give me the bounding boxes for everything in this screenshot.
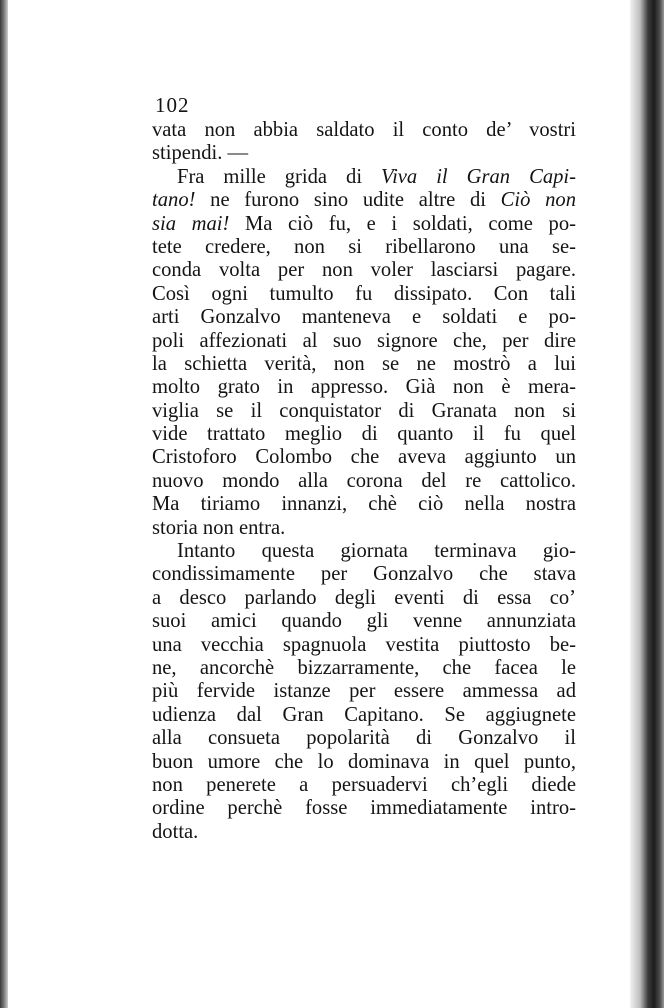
text-line: conda volta per non voler lasciarsi pagare. [152, 259, 576, 282]
text-line: Ma tiriamo innanzi, chè ciò nella nostra [152, 493, 576, 516]
text-line: a desco parlando degli eventi di essa co’ [152, 586, 576, 609]
text-line: ne, ancorchè bizzarramente, che facea le [152, 656, 576, 679]
text-line: vide trattato meglio di quanto il fu quel [152, 423, 576, 446]
text-line: più fervide istanze per essere ammessa ad [152, 680, 576, 703]
italic-span: tano! [152, 189, 196, 212]
text-line: Intanto questa giornata terminava gio- [177, 540, 576, 563]
text-line: storia non entra. [152, 516, 286, 539]
body-text [152, 119, 576, 844]
text-line [152, 189, 576, 212]
text-line: tete credere, non si ribellarono una se- [152, 235, 576, 258]
text-line: una vecchia spagnuola vestita piuttosto be- [152, 633, 576, 656]
text-line: Cristoforo Colombo che aveva aggiunto un [152, 446, 576, 469]
text-line: alla consueta popolarità di Gonzalvo il [152, 727, 576, 750]
text-line: ordine perchè fosse immediatamente intro- [152, 797, 576, 820]
text-block [152, 92, 576, 844]
text-line: arti Gonzalvo manteneva e soldati e po- [152, 306, 576, 329]
text-line: buon umore che lo dominava in quel punto, [152, 750, 576, 773]
text-line [152, 166, 576, 189]
text-line: Così ogni tumulto fu dissipato. Con tali [152, 282, 576, 305]
italic-span: Ciò non [500, 189, 576, 212]
page-edge-left [0, 0, 8, 1008]
page-edge-right [630, 0, 664, 1008]
text-line: molto grato in appresso. Già non è mera- [152, 376, 576, 399]
text-line: viglia se il conquistator di Granata non si [152, 399, 576, 422]
text-line: non penerete a persuadervi ch’egli diede [152, 773, 576, 796]
text-line: vata non abbia saldato il conto de’ vostri [152, 119, 576, 141]
italic-span: Viva il Gran Capi- [381, 165, 576, 188]
italic-span: sia mai! [152, 212, 230, 235]
text-line: nuovo mondo alla corona del re cattolico. [152, 469, 576, 492]
text-line: poli affezionati al suo signore che, per dire [152, 329, 576, 352]
text-line: la schietta verità, non se ne mostrò a lui [152, 352, 576, 375]
text-line: suoi amici quando gli venne annunziata [152, 610, 576, 633]
text-span: ne furono sino udite altre di [195, 189, 501, 212]
text-line [152, 213, 576, 236]
text-line: udienza dal Gran Capitano. Se aggiugnete [152, 703, 576, 726]
text-span: Fra mille grida di [177, 165, 382, 188]
page-number: 102 [155, 93, 190, 117]
text-span: Ma ciò fu, e i soldati, come po- [229, 212, 576, 235]
text-line: dotta. [152, 820, 199, 843]
text-line: condissimamente per Gonzalvo che stava [152, 563, 576, 586]
text-line: stipendi. — [152, 142, 249, 165]
